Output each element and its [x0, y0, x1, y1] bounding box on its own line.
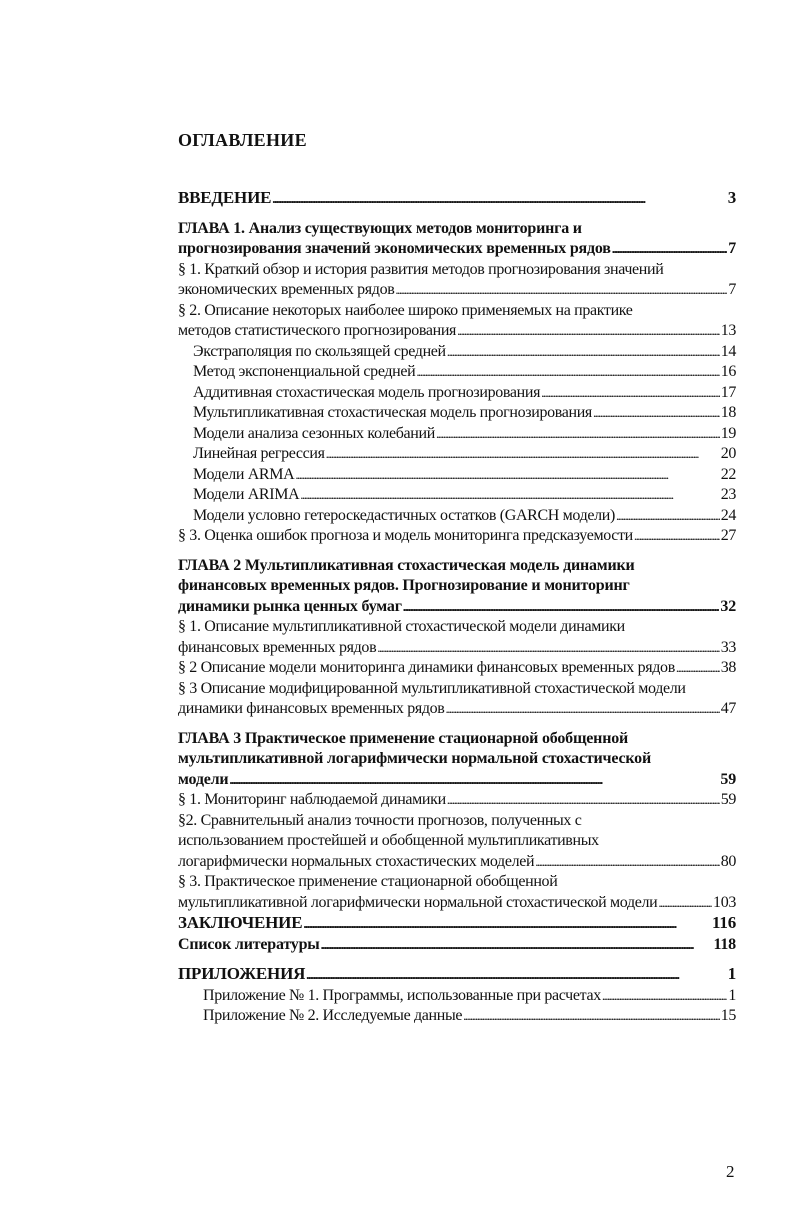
toc-entry[interactable] [178, 188, 736, 210]
toc-entry-text: Модели ARIMA [193, 486, 300, 503]
toc-entry-text: § 3. Оценка ошибок прогноза и модель мониторинга предсказуемости [178, 527, 633, 544]
dot-leader [616, 506, 720, 527]
toc-entry[interactable] [178, 403, 736, 424]
dot-leader [457, 321, 720, 342]
toc-entry-text: § 1. Краткий обзор и история развития методов прогнозирования значений [178, 260, 664, 278]
toc-page-number: 1 [728, 986, 736, 1004]
toc-page-number: 3 [727, 188, 736, 207]
toc-entry-text: Линейная регрессия [193, 445, 325, 462]
toc-page-number: 103 [713, 893, 736, 911]
toc-entry[interactable] [178, 342, 736, 363]
toc-page-number: 15 [720, 1007, 736, 1024]
toc-page-number: 23 [720, 486, 736, 503]
toc-entry[interactable] [178, 444, 736, 465]
toc-entry-text: методов статистического прогнозирования [178, 322, 457, 339]
toc-entry-text: прогнозирования значений экономических временных рядов [178, 240, 611, 257]
toc-entry[interactable] [178, 679, 736, 720]
toc-entry-text: § 1. Мониторинг наблюдаемой динамики [178, 791, 446, 808]
dot-leader [541, 383, 720, 404]
toc-page-number: 24 [720, 506, 736, 524]
toc-entry[interactable] [178, 964, 736, 986]
dot-leader [447, 342, 720, 363]
toc-page-number: 19 [720, 424, 736, 442]
dot-leader [300, 485, 719, 506]
toc-page-number: 33 [720, 638, 736, 656]
toc-page-number: 17 [720, 383, 736, 401]
dot-leader [295, 465, 719, 486]
toc-entry-text: Модели условно гетероскедастичных остатков (GARCH модели) [193, 506, 615, 524]
toc-entry[interactable] [178, 935, 736, 956]
toc-page-number: 22 [720, 465, 736, 483]
dot-leader [229, 770, 719, 791]
toc-entry-text: Приложение № 1. Программы, использованные при расчетах [203, 986, 601, 1004]
toc-entry-text: Список литературы [178, 935, 320, 953]
dot-leader [446, 699, 720, 720]
toc-entry-text: ВВЕДЕНИЕ [178, 188, 272, 207]
dot-leader [612, 239, 727, 260]
toc-entry[interactable] [178, 556, 736, 618]
toc-entry-text: мультипликативной логарифмически нормальной стохастической модели [178, 893, 658, 911]
toc-entry-text: мультипликативной логарифмически нормальной стохастической [178, 750, 651, 767]
toc-page-number: 59 [720, 770, 736, 788]
toc-entry-text: модели [178, 770, 229, 788]
toc-entry-text: ЗАКЛЮЧЕНИЕ [178, 913, 303, 932]
toc-entry[interactable] [178, 383, 736, 404]
toc-entry[interactable] [178, 424, 736, 445]
dot-leader [326, 444, 720, 465]
toc-entry-text: § 2 Описание модели мониторинга динамики финансовых временных рядов [178, 659, 675, 676]
toc-entry-text: финансовых временных рядов. Прогнозирование и мониторинг [178, 577, 630, 594]
toc-entry[interactable] [178, 301, 736, 342]
dot-leader [676, 658, 720, 679]
toc-entry[interactable] [178, 986, 736, 1007]
toc-page-number: 1 [727, 964, 736, 983]
toc-entry-text: ГЛАВА 2 Мультипликативная стохастическая модель динамики [178, 556, 635, 574]
toc-entry-text: Приложение № 2. Исследуемые данные [203, 1007, 463, 1024]
dot-leader [377, 638, 719, 659]
table-of-contents [178, 188, 736, 1027]
toc-page-number: 16 [720, 363, 736, 380]
toc-page-number: 20 [720, 445, 736, 462]
toc-entry[interactable] [178, 729, 736, 791]
toc-entry[interactable] [178, 658, 736, 679]
dot-leader [634, 526, 720, 547]
toc-page-number: 118 [713, 935, 736, 953]
toc-entry[interactable] [178, 362, 736, 383]
dot-leader [403, 597, 720, 618]
toc-entry-text: экономических временных рядов [178, 281, 395, 298]
dot-leader [593, 403, 720, 424]
toc-entry-text: логарифмически нормальных стохастических моделей [178, 852, 535, 870]
toc-page-number: 7 [728, 240, 736, 257]
toc-page-number: 116 [712, 913, 736, 932]
toc-page-number: 47 [720, 700, 736, 717]
dot-leader [321, 935, 713, 956]
toc-entry-text: ГЛАВА 3 Практическое применение стационарной обобщенной [178, 729, 629, 747]
toc-entry-text: Аддитивная стохастическая модель прогнозирования [193, 383, 541, 401]
toc-entry-text: Модели анализа сезонных колебаний [193, 424, 435, 442]
toc-entry-text: финансовых временных рядов [178, 638, 377, 656]
toc-page-number: 38 [720, 659, 736, 676]
toc-entry[interactable] [178, 811, 736, 873]
dot-leader [463, 1006, 720, 1027]
toc-page-number: 14 [720, 342, 736, 360]
toc-entry[interactable] [178, 506, 736, 527]
toc-entry[interactable] [178, 219, 736, 260]
toc-entry-text: Модели ARMA [193, 465, 295, 483]
page-number: 2 [726, 1162, 735, 1181]
toc-entry-text: динамики рынка ценных бумаг [178, 597, 402, 615]
toc-entry-text: §2. Сравнительный анализ точности прогнозов, полученных с [178, 811, 582, 829]
toc-page-number: 18 [720, 404, 736, 421]
dot-leader [395, 280, 727, 301]
toc-page-number: 80 [720, 852, 736, 870]
toc-entry-text: Метод экспоненциальной средней [193, 363, 416, 380]
toc-entry-text: использованием простейшей и обобщенной мультипликативных [178, 832, 599, 849]
dot-leader [602, 986, 727, 1007]
toc-entry-text: ПРИЛОЖЕНИЯ [178, 964, 306, 983]
toc-page-number: 27 [720, 527, 736, 544]
toc-entry-text: ГЛАВА 1. Анализ существующих методов мониторинга и [178, 219, 582, 237]
toc-entry-text: Мультипликативная стохастическая модель прогнозирования [193, 404, 592, 421]
toc-entry[interactable] [178, 526, 736, 547]
toc-entry[interactable] [178, 465, 736, 486]
dot-leader [306, 964, 727, 986]
toc-title: ОГЛАВЛЕНИЕ [178, 130, 307, 150]
dot-leader [436, 424, 720, 445]
toc-page-number: 13 [720, 322, 736, 339]
toc-entry-text: § 3 Описание модифицированной мультипликативной стохастической модели [178, 679, 686, 697]
toc-entry-text: § 3. Практическое применение стационарной обобщенной [178, 873, 558, 890]
toc-page-number: 7 [728, 281, 736, 298]
dot-leader [535, 852, 719, 873]
toc-entry[interactable] [178, 485, 736, 506]
toc-entry-text: динамики финансовых временных рядов [178, 700, 445, 717]
dot-leader [303, 913, 711, 935]
toc-entry[interactable] [178, 872, 736, 913]
dot-leader [416, 362, 719, 383]
dot-leader [658, 893, 712, 914]
dot-leader [272, 188, 726, 210]
toc-entry[interactable] [178, 617, 736, 658]
toc-entry-text: § 1. Описание мультипликативной стохастической модели динамики [178, 618, 625, 635]
toc-entry[interactable] [178, 913, 736, 935]
toc-page-number: 32 [720, 597, 736, 615]
toc-entry[interactable] [178, 790, 736, 811]
toc-page-number: 59 [720, 791, 736, 808]
toc-entry[interactable] [178, 1006, 736, 1027]
toc-entry-text: Экстраполяция по скользящей средней [193, 342, 446, 360]
dot-leader [447, 790, 720, 811]
toc-entry[interactable] [178, 260, 736, 301]
toc-entry-text: § 2. Описание некоторых наиболее широко применяемых на практике [178, 301, 633, 319]
